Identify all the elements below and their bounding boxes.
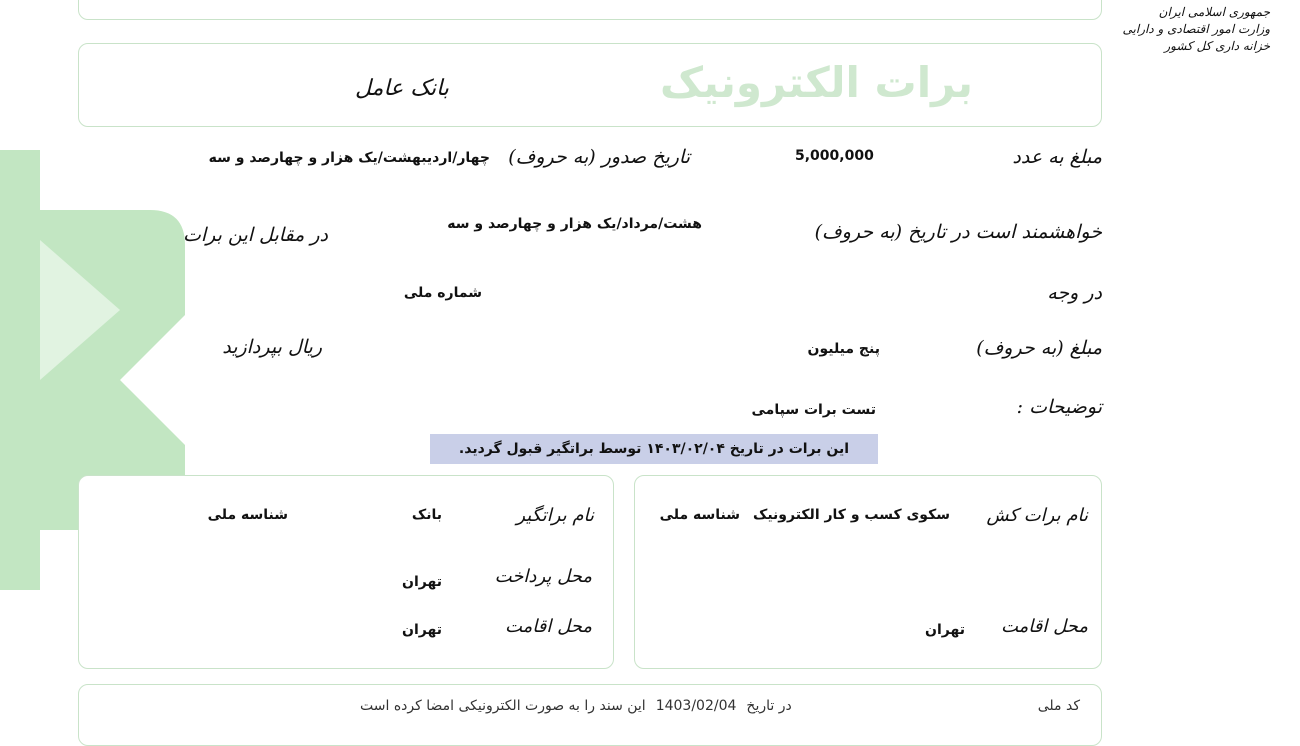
issue-date-label: تاریخ صدور (به حروف) bbox=[508, 146, 690, 168]
national-number-label: شماره ملی bbox=[403, 285, 482, 301]
amount-words-value: پنج میلیون bbox=[807, 341, 880, 357]
emblem-line-2: وزارت امور اقتصادی و دارایی bbox=[1122, 22, 1270, 36]
rial-pay-label: ریال بپردازید bbox=[222, 336, 322, 358]
drawer-residence-label: محل اقامت bbox=[1000, 616, 1088, 637]
description-value: تست برات سپامی bbox=[751, 402, 876, 418]
emblem-line-1: جمهوری اسلامی ایران bbox=[1158, 5, 1270, 19]
drawee-name-label: نام براتگیر bbox=[516, 505, 594, 526]
footer-box bbox=[78, 684, 1102, 746]
footer-sign-prefix: در تاریخ bbox=[746, 698, 792, 714]
amount-numeric-label: مبلغ به عدد bbox=[1012, 146, 1102, 168]
description-label: توضیحات : bbox=[1016, 396, 1102, 418]
acceptance-note: این برات در تاریخ ۱۴۰۳/۰۲/۰۴ توسط براتگیر قبول گردید. bbox=[430, 434, 878, 464]
bank-label: بانک عامل bbox=[355, 76, 449, 101]
drawer-residence-value: تهران bbox=[925, 622, 965, 638]
drawee-payment-place-label: محل پرداخت bbox=[494, 566, 592, 587]
amount-words-label: مبلغ (به حروف) bbox=[976, 337, 1102, 359]
drawee-payment-place-value: تهران bbox=[402, 574, 442, 590]
footer-national-code-label: کد ملی bbox=[1037, 698, 1080, 714]
payee-label: در وجه bbox=[1047, 282, 1102, 304]
footer-sign-suffix: این سند را به صورت الکترونیکی امضا کرده است bbox=[360, 698, 646, 714]
request-date-label: خواهشمند است در تاریخ (به حروف) bbox=[814, 221, 1102, 243]
drawee-bank-label: بانک bbox=[411, 507, 442, 523]
drawee-national-id-label: شناسه ملی bbox=[207, 507, 288, 523]
request-date-value: هشت/مرداد/یک هزار و چهارصد و سه bbox=[447, 216, 702, 232]
top-partial-box bbox=[78, 0, 1102, 20]
drawee-residence-value: تهران bbox=[402, 622, 442, 638]
drawer-name-label: نام برات کش bbox=[986, 505, 1088, 526]
issue-date-value: چهار/اردیبهشت/یک هزار و چهارصد و سه bbox=[208, 150, 490, 166]
title-watermark: برات الکترونیک bbox=[660, 58, 974, 107]
emblem-line-3: خزانه داری کل کشور bbox=[1164, 39, 1270, 53]
drawee-residence-label: محل اقامت bbox=[504, 616, 592, 637]
footer-sign-date: 1403/02/04 bbox=[655, 698, 737, 714]
amount-numeric-value: 5,000,000 bbox=[795, 148, 874, 164]
drawer-national-id-label: شناسه ملی bbox=[659, 507, 740, 523]
drawer-name-value: سکوی کسب و کار الکترونیک bbox=[752, 507, 950, 523]
against-this-draft-label: در مقابل این برات bbox=[183, 224, 328, 246]
ministry-emblem-text bbox=[1123, 4, 1270, 55]
footer-signature-line bbox=[360, 698, 792, 714]
